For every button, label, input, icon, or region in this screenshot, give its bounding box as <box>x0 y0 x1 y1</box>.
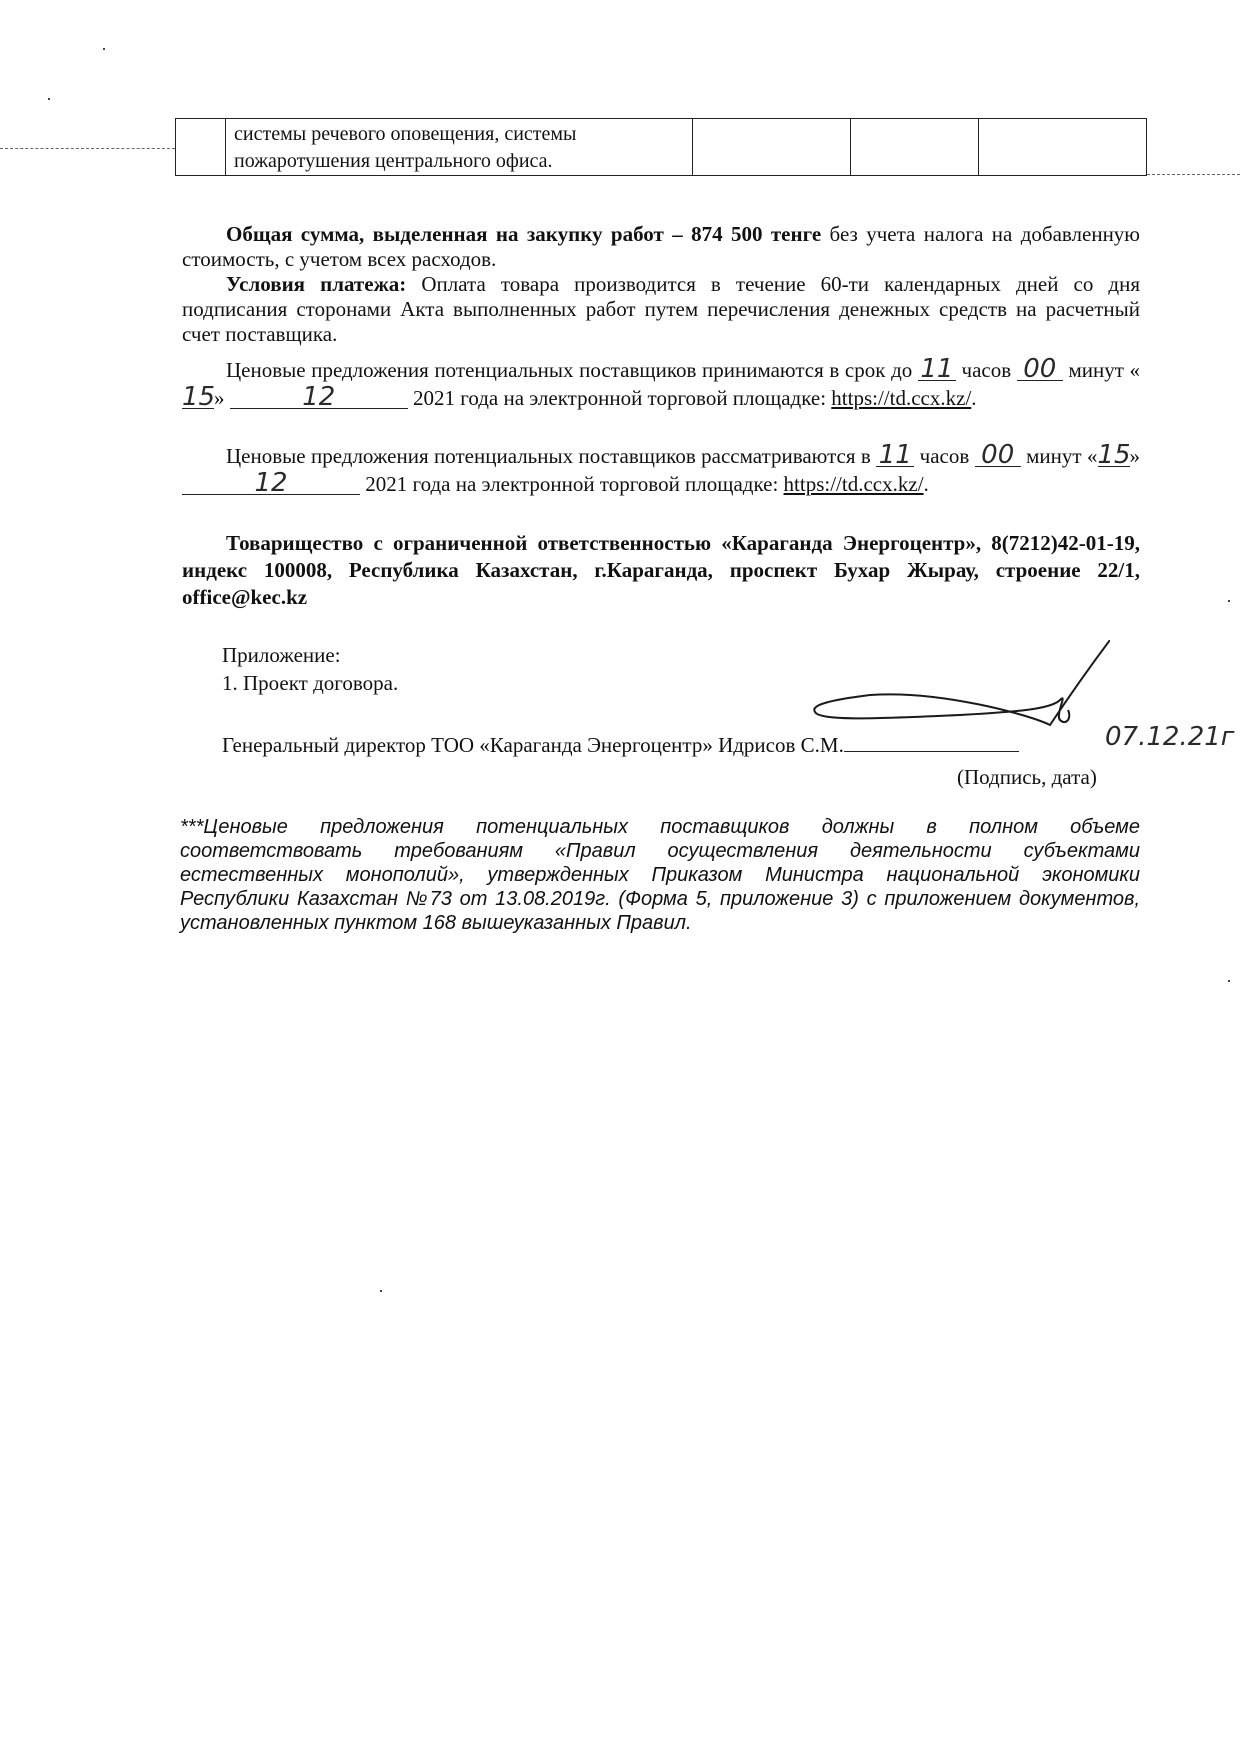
scan-speck <box>380 1290 382 1292</box>
review-text: 2021 года на электронной торговой площадке: <box>365 472 779 496</box>
acceptance-text: 2021 года на электронной торговой площадке: <box>413 386 827 410</box>
handwritten-minute: 00 <box>975 444 1021 467</box>
table-cell <box>979 119 1147 176</box>
payment-terms-paragraph <box>182 272 1140 347</box>
total-sum-bold: Общая сумма, выделенная на закупку работ – 874 500 тенге <box>226 222 822 246</box>
director-name: Генеральный директор ТОО «Караганда Энергоцентр» Идрисов С.М. <box>222 733 844 757</box>
handwritten-signature-date: 07.12.21г <box>1105 722 1235 752</box>
scan-speck <box>1228 600 1230 602</box>
director-signature-line <box>222 733 1019 758</box>
review-text: часов <box>919 444 970 468</box>
scan-speck <box>103 48 105 50</box>
handwritten-day: 15 <box>182 382 216 412</box>
table-row <box>176 119 1147 176</box>
handwritten-month: 12 <box>182 472 360 495</box>
platform-link[interactable]: https://td.ccx.kz/ <box>783 472 924 496</box>
platform-link[interactable]: https://td.ccx.kz/ <box>831 386 972 410</box>
handwritten-month: 12 <box>230 386 408 409</box>
handwritten-day: 15 <box>1097 440 1131 470</box>
signature-blank <box>844 733 1019 752</box>
acceptance-text: часов <box>961 358 1012 382</box>
description-line: системы речевого оповещения, системы <box>234 123 577 145</box>
table-cell-number <box>176 119 226 176</box>
review-text: » <box>1129 444 1141 468</box>
acceptance-text: » <box>214 386 225 410</box>
table-cell-description <box>226 119 693 176</box>
scan-artifact-line <box>0 148 175 149</box>
review-deadline-paragraph <box>182 442 1140 498</box>
table-cell <box>692 119 850 176</box>
appendix-item: 1. Проект договора. <box>222 671 399 695</box>
appendix-title: Приложение: <box>222 643 341 667</box>
handwritten-hour: 11 <box>918 358 956 381</box>
review-text: . <box>923 472 929 496</box>
handwritten-minute: 00 <box>1017 358 1063 381</box>
acceptance-text: . <box>971 386 977 410</box>
payment-terms-text: Оплата товара производится в течение 60-ти календарных дней со дня подписания сторонами Акта выполненных работ путем перечисления денежных средств на расчетный счет поставщика. <box>182 272 1140 346</box>
company-details <box>182 530 1140 611</box>
acceptance-text: минут « <box>1068 358 1141 382</box>
acceptance-text: Ценовые предложения потенциальных поставщиков принимаются в срок до <box>226 358 913 382</box>
payment-terms-label: Условия платежа: <box>226 272 407 296</box>
table-cell <box>850 119 979 176</box>
company-details-text: Товарищество с ограниченной ответственностью «Караганда Энергоцентр», 8(7212)42-01-19, индекс 100008, Республика Казахстан, г.Караганда, проспект Бухар Жырау, строение 22/1, office@kec.kz <box>182 531 1140 609</box>
scan-speck <box>48 98 50 100</box>
review-text: минут « <box>1026 444 1098 468</box>
signature-caption: (Подпись, дата) <box>957 765 1097 789</box>
scan-speck <box>1228 980 1230 982</box>
total-sum-text: без учета налога на добавленную стоимость, с учетом всех расходов. <box>182 222 1140 271</box>
handwritten-hour: 11 <box>876 444 914 467</box>
footnote: ***Ценовые предложения потенциальных поставщиков должны в полном объеме соответствовать требованиям «Правил осуществления деятельности субъектами естественных монополий», утвержденных Приказом Министра национальной экономики Республики Казахстан №73 от 13.08.2019г. (Форма 5, приложение 3) с приложением документов, установленных пунктом 168 вышеуказанных Правил. <box>180 816 1140 934</box>
review-text: Ценовые предложения потенциальных поставщиков рассматриваются в <box>226 444 871 468</box>
description-line: пожаротушения центрального офиса. <box>234 150 553 172</box>
acceptance-deadline-paragraph <box>182 356 1140 412</box>
work-items-table-fragment <box>175 118 1147 176</box>
total-sum-paragraph <box>182 222 1140 272</box>
scan-artifact-line <box>1147 174 1240 175</box>
